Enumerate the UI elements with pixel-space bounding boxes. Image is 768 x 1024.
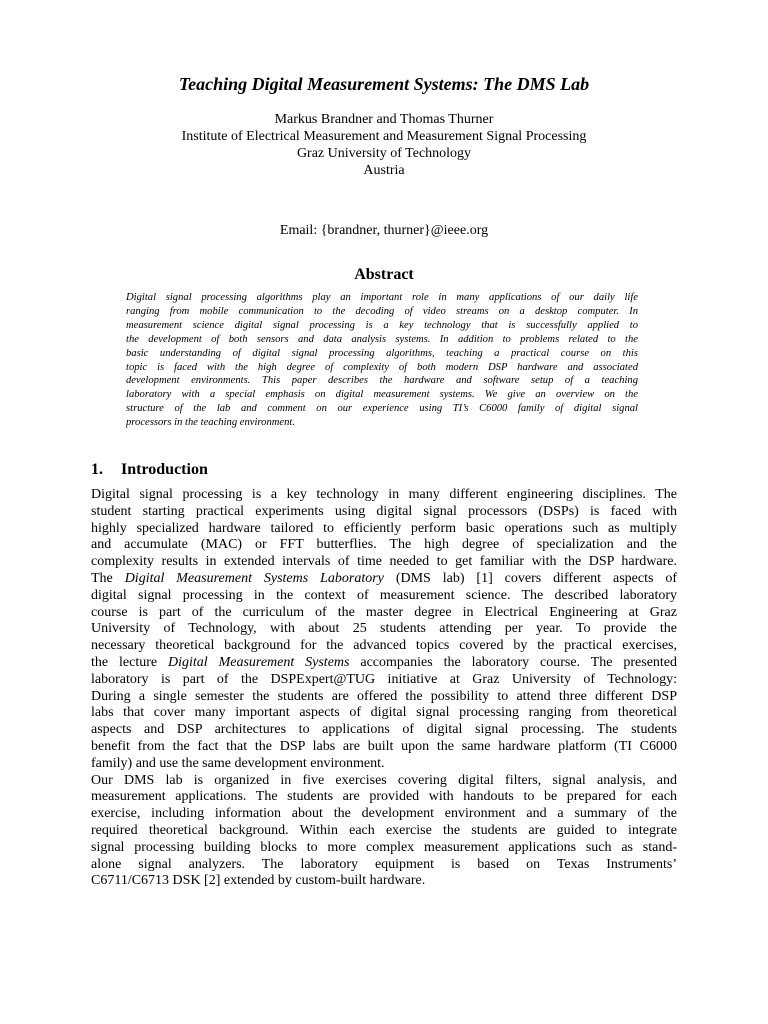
- body-line: highly specialized hardware tailored to efficiently perform basic operations such as multiply: [91, 520, 677, 536]
- body-line-with-emphasis: [91, 571, 677, 588]
- abstract-line: the development of both sensors and data analysis systems. In addition to problems related to the: [126, 333, 638, 345]
- author-block: [0, 111, 768, 179]
- body-text: accompanies the laboratory course. The presented: [349, 654, 678, 670]
- body-line: During a single semester the students are offered the possibility to attend three different DSP: [91, 688, 677, 704]
- section-title: Introduction: [121, 461, 208, 478]
- body-line: measurement applications. The students are provided with handouts to be prepared for each: [91, 789, 677, 805]
- abstract-line: development environments. This paper describes the hardware and software setup of a teaching: [126, 375, 638, 387]
- lecture-name-emphasis: Digital Measurement Systems: [168, 654, 350, 670]
- body-line: laboratory is part of the DSPExpert@TUG initiative at Graz University of Technology:: [91, 671, 677, 687]
- body-line: University of Technology, with about 25 students attending per year. To provide the: [91, 621, 677, 637]
- country-name: Austria: [363, 163, 405, 178]
- author-email: Email: {brandner, thurner}@ieee.org: [279, 223, 489, 238]
- body-text: the lecture: [91, 654, 168, 670]
- abstract-line: ranging from mobile communication to the decoding of video streams on a desktop computer. In: [126, 305, 638, 317]
- abstract-body: [126, 291, 638, 430]
- abstract-line: structure of the lab and comment on our experience using TI’s C6000 family of digital signal: [126, 403, 638, 415]
- body-line: complexity results in extended intervals of time needed to get familiar with the DSP hardware.: [91, 554, 677, 570]
- abstract-line: Digital signal processing algorithms play an important role in many applications of our daily life: [126, 292, 638, 303]
- lab-name-emphasis: Digital Measurement Systems Laboratory: [124, 570, 384, 586]
- body-line: and accumulate (MAC) or FFT butterflies. The high degree of specialization and the: [91, 537, 677, 553]
- abstract-line: processors in the teaching environment.: [126, 417, 295, 429]
- abstract-line: laboratory with a special emphasis on digital measurement systems. We give an overview on the: [126, 389, 638, 401]
- body-line: Digital signal processing is a key technology in many different engineering disciplines. The: [91, 487, 677, 502]
- abstract-line: measurement science digital signal processing is a key technology that is successfully applied to: [126, 319, 638, 331]
- body-line: course is part of the curriculum of the master degree in Electrical Engineering at Graz: [91, 604, 677, 620]
- section-heading-introduction: [91, 460, 208, 480]
- body-text: The: [91, 570, 125, 586]
- body-line: signal processing building blocks to more complex measurement applications such as stand-: [91, 839, 677, 855]
- body-line: aspects and DSP architectures to applications of digital signal processing. The students: [91, 722, 677, 738]
- body-line: C6711/C6713 DSK [2] extended by custom-built hardware.: [91, 873, 426, 889]
- section-number: 1.: [91, 461, 103, 478]
- introduction-body: [91, 487, 677, 890]
- abstract-line: topic is faced with the high degree of complexity of both modern DSP hardware and associated: [126, 361, 638, 373]
- body-line: required theoretical background. Within each exercise the students are guided to integrate: [91, 822, 677, 838]
- body-line: labs that cover many important aspects of digital signal processing ranging from theoretical: [91, 705, 677, 721]
- university-name: Graz University of Technology: [296, 146, 472, 161]
- author-names: Markus Brandner and Thomas Thurner: [274, 112, 494, 127]
- body-line: student starting practical experiments using digital signal processors (DSPs) is faced with: [91, 503, 677, 519]
- body-line-with-emphasis: [91, 655, 677, 672]
- body-line: digital signal processing in the context of measurement science. The described laboratory: [91, 587, 677, 603]
- institute-affiliation: Institute of Electrical Measurement and Measurement Signal Processing: [181, 129, 587, 144]
- body-line: Our DMS lab is organized in five exercises covering digital filters, signal analysis, and: [91, 772, 677, 788]
- body-line: benefit from the fact that the DSP labs are built upon the same hardware platform (TI C6000: [91, 738, 677, 754]
- body-line: exercise, including information about the development environment and a summary of the: [91, 806, 677, 822]
- abstract-heading: Abstract: [354, 266, 414, 283]
- body-line: family) and use the same development environment.: [91, 755, 385, 771]
- abstract-line: basic understanding of digital signal processing algorithms, teaching a practical course on this: [126, 347, 638, 359]
- body-line: necessary theoretical background for the advanced topics covered by the practical exercises,: [91, 638, 677, 654]
- body-line: alone signal analyzers. The laboratory equipment is based on Texas Instruments’: [91, 856, 677, 872]
- body-text: (DMS lab) [1] covers different aspects of: [383, 570, 677, 586]
- paper-title: Teaching Digital Measurement Systems: The DMS Lab: [178, 74, 590, 94]
